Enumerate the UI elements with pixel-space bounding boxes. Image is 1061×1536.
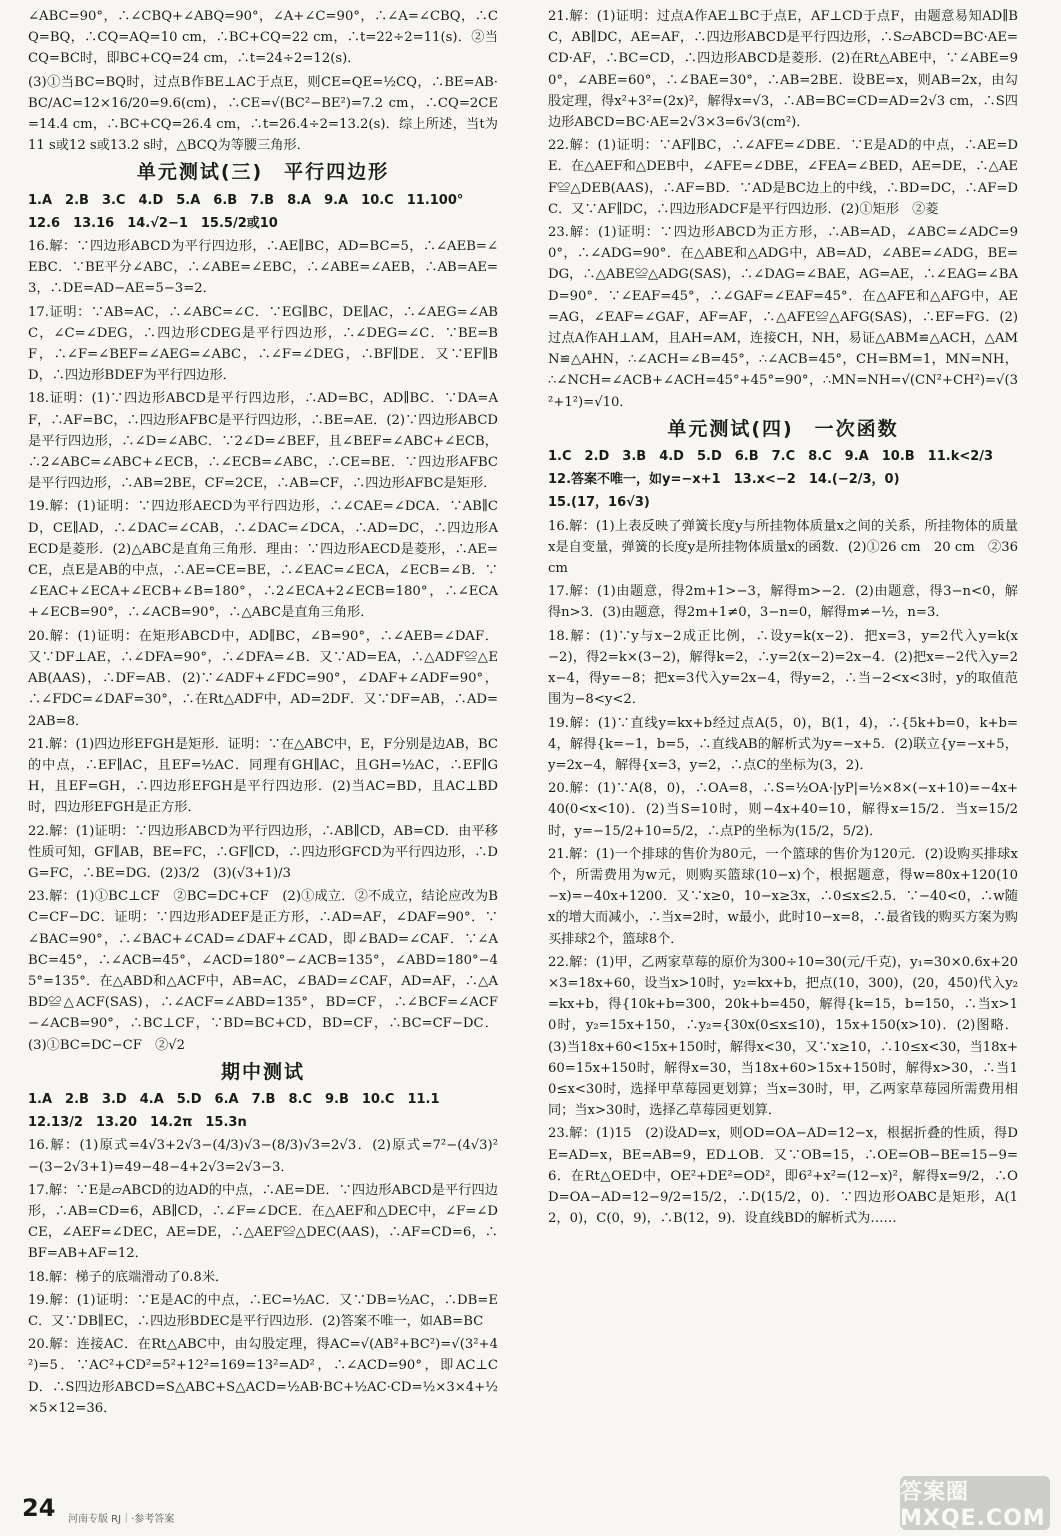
choice-answers: 12.答案不唯一，如y=−x+1 13.x<−2 14.(−2/3，0) (548, 472, 900, 488)
answer-paragraph: 23.解：(1)①BC⊥CF ②BC=DC+CF (2)①成立．②不成立，结论应改为BC=CF−DC．证明：∵四边形ADEF是正方形，∴AD=AF，∠DAF=90°．∵∠BAC=90°，∴∠BAC+∠CAD=∠DAF+∠CAD，即∠BAD=∠CAF．∵∠ABC=45°，∴∠ACB=45°，∠ACD=180°−∠ACB=135°，∠ABD=180°−45°=135°．在△ABD和△ACF中，AB=AC，∠BAD=∠CAF，AD=AF，∴△ABD≌△ACF(SAS)，∴∠ACF=∠ABD=135°，BD=CF，∴∠BCF=∠ACF−∠ACB=90°，∴BC⊥CF，∵BD=BC+CD，BD=CF，∴BC=CF−DC．(3)①BC=DC−CF ②√2 (28, 889, 498, 1053)
section-heading: 期中测试 (220, 1060, 305, 1083)
answer-paragraph: 22.解：(1)证明：∵四边形ABCD为平行四边形，∴AB∥CD，AB=CD．由平移性质可知，GF∥AB，BE=FC，∴GF∥CD，∴四边形GFCD为平行四边形，∴DG=FC，∴BE=DG．(2)3/2 (3)(√3+1)/3 (28, 823, 498, 881)
choice-answers: 1.A 2.B 3.C 4.D 5.A 6.B 7.B 8.A 9.A 10.C 11.100° (28, 192, 464, 208)
section-heading: 单元测试(三) 平行四边形 (136, 161, 390, 184)
answer-paragraph: 21.解：(1)四边形EFGH是矩形．证明：∵在△ABC中，E，F分别是边AB，BC的中点，∴EF∥AC，且EF=½AC．同理有GH∥AC，且GH=½AC，∴EF∥GH，且EF=GH，∴四边形EFGH是平行四边形．(2)当AC=BD，且AC⊥BD时，四边形EFGH是正方形． (28, 736, 498, 816)
choice-answers: 12.13/2 13.20 14.2π 15.3n (28, 1115, 247, 1131)
answer-paragraph: 20.解：连接AC．在Rt△ABC中，由勾股定理，得AC=√(AB²+BC²)=√(3²+4²)=5．∵AC²+CD²=5²+12²=169=13²=AD²，∴∠ACD=90°，即AC⊥CD．∴S四边形ABCD=S△ABC+S△ACD=½AB·BC+½AC·CD=½×3×4+½×5×12=36． (28, 1337, 498, 1416)
answer-paragraph: 22.解：(1)甲，乙两家草莓的原价为300÷10=30(元/千克)，y₁=30×0.6x+20×3=18x+60，设当x>10时，y₂=kx+b，把点(10，300)，(20，450)代入y₂=kx+b，得{10k+b=300，20k+b=450，解得{k=15，b=150，∴当x>10时，y₂=15x+150，∴y₂={30x(0≤x≤10)，15x+150(x>10)．(2)图略．(3)当18x+60<15x+150时，解得x<30，又∵x≥10，∴10≤x<30，当18x+60=15x+150时，解得x=30，当18x+60>15x+150时，解得x>30，∴当10≤x<30时，选择甲草莓园更划算；当x=30时，甲，乙两家草莓园所需费用相同；当x>30时，选择乙草莓园更划算． (548, 954, 1018, 1119)
page-number: 24 (22, 1494, 56, 1522)
answer-paragraph: 16.解：(1)上表反映了弹簧长度y与所挂物体质量x之间的关系，所挂物体的质量x是自变量，弹簧的长度y是所挂物体质量x的函数．(2)①26 cm 20 cm ②36 cm (548, 518, 1018, 577)
answer-paragraph: 17.解：∵E是▱ABCD的边AD的中点，∴AE=DE．∵四边形ABCD是平行四边形，∴AB=CD=6，AB∥CD，∴∠F=∠DCE．在△AEF和△DEC中，∠F=∠DCE，∠AEF=∠DEC，AE=DE，∴△AEF≌△DEC(AAS)，∴AF=CD=6，∴BF=AB+AF=12． (28, 1182, 498, 1262)
answer-paragraph: 17.证明：∵AB=AC，∴∠ABC=∠C．∵EG∥BC，DE∥AC，∴∠AEG=∠ABC，∠C=∠DEG，∴四边形CDEG是平行四边形，∴∠DEG=∠C．∵BE=BF，∴∠F=∠BEF=∠AEG=∠ABC，∴∠F=∠DEG，∴BF∥DE．又∵EF∥BD，∴四边形BDEF为平行四边形． (28, 304, 498, 384)
answer-paragraph: 17.解：(1)由题意，得2m+1>−3，解得m>−2．(2)由题意，得3−n<0，解得n>3．(3)由题意，得2m+1≠0，3−n=0，解得m≠−½，n=3． (548, 584, 1018, 621)
answer-paragraph: 21.解：(1)一个排球的售价为80元，一个篮球的售价为120元．(2)设购买排球x个，所需费用为w元，则购买篮球(10−x)个，根据题意，得w=80x+120(10−x)=−40x+1200．又∵x≥0，10−x≥3x，∴0≤x≤2.5．∵−40<0，∴w随x的增大而减小，∴当x=2时，w最小，此时10−x=8，∴最省钱的购买方案为购买排球2个，篮球8个． (548, 846, 1018, 947)
choice-answers: 12.6 13.16 14.√2−1 15.5/2或10 (28, 215, 278, 231)
answer-paragraph: 18.解：梯子的底端滑动了0.8米． (28, 1269, 229, 1285)
answer-paragraph: 19.解：(1)证明：∵E是AC的中点，∴EC=½AC．又∵DB=½AC，∴DB=EC．又∵DB∥EC，∴四边形BDEC是平行四边形．(2)答案不唯一，如AB=BC (28, 1292, 498, 1329)
answer-paragraph: 20.解：(1)证明：在矩形ABCD中，AD∥BC，∠B=90°，∴∠AEB=∠DAF．又∵DF⊥AE，∴∠DFA=90°，∴∠DFA=∠B．又∵AD=EA，∴△ADF≌△EAB(AAS)，∴DF=AB．(2)∵∠ADF+∠FDC=90°，∠DAF+∠ADF=90°，∴∠FDC=∠DAF=30°，∴在Rt△ADF中，AD=2DF．又∵DF=AB，∴AD=2AB=8． (28, 628, 498, 729)
answer-paragraph: ∠ABC=90°，∴∠CBQ+∠ABQ=90°，∠A+∠C=90°，∴∠A=∠CBQ，∴CQ=BQ，∴CQ=AQ=10 cm，∴BC+CQ=22 cm，∴t=22÷2=11(s)．②当CQ=BC时，即BC+CQ=24 cm，∴t=24÷2=12(s)． (28, 9, 498, 67)
answer-paragraph: 16.解：(1)原式=4√3+2√3−(4/3)√3−(8/3)√3=2√3．(2)原式=7²−(4√3)²−(3−2√3+1)=49−48−4+2√3=2√3−3． (28, 1138, 498, 1175)
watermark-logo: 答案圈 MXQE.COM (900, 1476, 1050, 1530)
choice-answers: 15.(17，16√3) (548, 495, 650, 511)
answer-paragraph: 23.解：(1)15 (2)设AD=x，则OD=OA−AD=12−x，根据折叠的性质，得DE=AD=x，BE=AB=9，ED⊥OB．又∵OB=15，∴OE=OB−BE=15−9=6．在Rt△OED中，OE²+DE²=OD²，即6²+x²=(12−x)²，解得x=9/2，∴OD=OA−AD=12−9/2=15/2，∴D(15/2，0)．∵四边形OABC是矩形，A(12，0)，C(0，9)，∴B(12，9)．设直线BD的解析式为…… (548, 1126, 1018, 1227)
answer-paragraph: 20.解：(1)∵A(8，0)，∴OA=8，∴S=½OA·|yP|=½×8×(−x+10)=−4x+40(0<x<10)．(2)当S=10时，则−4x+40=10，解得x=15/2．当x=15/2时，y=−15/2+10=5/2，∴点P的坐标为(15/2，5/2)． (548, 781, 1018, 839)
answer-paragraph: (3)①当BC=BQ时，过点B作BE⊥AC于点E，则CE=QE=½CQ，∴BE=AB·BC/AC=12×16/20=9.6(cm)，∴CE=√(BC²−BE²)=7.2 cm，∴CQ=2CE=14.4 cm，∴BC+CQ=26.4 cm，∴t=26.4÷2=13.2(s)．综上所述，当t为11 s或12 s或13.2 s时，△BCQ为等腰三角形． (28, 74, 498, 154)
right-column (548, 6, 1018, 1231)
footer-book-text: 河南专版 RJ｜·参考答案 (68, 1514, 175, 1525)
answer-paragraph: 19.解：(1)证明：∵四边形AECD为平行四边形，∴∠CAE=∠DCA．∵AB∥CD，CE∥AD，∴∠DAC=∠CAB，∴∠DAC=∠DCA，∴AD=DC，∴四边形AECD是菱形．(2)△ABC是直角三角形．理由：∵四边形AECD是菱形，∴AE=CE，点E是AB的中点，∴AE=CE=BE，∴∠EAC=∠ECA，∠ECB=∠B．∵∠EAC+∠ECA+∠ECB+∠B=180°，∴2∠ECA+2∠ECB=180°，∴∠ECA+∠ECB=90°，∴∠ACB=90°，∴△ABC是直角三角形． (28, 499, 498, 621)
answer-paragraph: 18.证明：(1)∵四边形ABCD是平行四边形，∴AD=BC，AD∥BC．∵DA=AF，∴AF=BC，∴四边形AFBC是平行四边形，∴BE=AE．(2)∵四边形ABCD是平行四边形，∴∠D=∠ABC．∵2∠D=∠BEF，且∠BEF=∠ABC+∠ECB，∴2∠ABC=∠ABC+∠ECB，∴∠ECB=∠ABC，∴CE=BE．∵四边形AFBC是平行四边形，∴AB=2BE，CF=2CE，∴AB=CF，∴四边形AFBC是矩形． (28, 391, 498, 492)
left-column (28, 6, 498, 1421)
choice-answers: 1.A 2.B 3.D 4.A 5.D 6.A 7.B 8.C 9.B 10.C 11.1 (28, 1091, 440, 1107)
answer-paragraph: 16.解：∵四边形ABCD为平行四边形，∴AE∥BC，AD=BC=5，∴∠AEB=∠EBC．∵BE平分∠ABC，∴∠ABE=∠EBC，∴∠ABE=∠AEB，∴AB=AE=3，∴DE=AD−AE=5−3=2． (28, 239, 498, 297)
choice-answers: 1.C 2.D 3.B 4.D 5.D 6.B 7.C 8.C 9.A 10.B 11.k<2/3 (548, 449, 994, 465)
answer-paragraph: 22.解：(1)证明：∵AF∥BC，∴∠AFE=∠DBE．∵E是AD的中点，∴AE=DE．在△AEF和△DEB中，∠AFE=∠DBE，∠FEA=∠BED，AE=DE，∴△AEF≌△DEB(AAS)，∴AF=BD．∵AD是BC边上的中线，∴BD=DC，∴AF=DC．又∵AF∥DC，∴四边形ADCF是平行四边形．(2)①矩形 ②菱 (548, 138, 1018, 217)
answer-paragraph: 23.解：(1)证明：∵四边形ABCD为正方形，∴AB=AD，∠ABC=∠ADC=90°，∴∠ADG=90°．在△ABE和△ADG中，AB=AD，∠ABE=∠ADG，BE=DG，∴△ABE≌△ADG(SAS)，∴∠DAG=∠BAE，AG=AE，∴∠EAG=∠BAD=90°．∵∠EAF=45°，∴∠GAF=∠EAF=45°．在△AFE和△AFG中，AE=AG，∠EAF=∠GAF，AF=AF，∴△AFE≌△AFG(SAS)，∴EF=FG．(2)过点A作AH⊥AM，且AH=AM，连接CH，NH，易证△ABM≌△ACH，△AMN≌△AHN，∴∠ACH=∠B=45°，∴∠ACB=45°，CH=BM=1，MN=NH，∴∠NCH=∠ACB+∠ACH=45°+45°=90°，∴MN=NH=√(CN²+CH²)=√(3²+1²)=√10． (548, 225, 1018, 410)
section-heading: 单元测试(四) 一次函数 (667, 417, 899, 440)
answer-paragraph: 18.解：(1)∵y与x−2成正比例，∴设y=k(x−2)．把x=3，y=2代入y=k(x−2)，得2=k×(3−2)，解得k=2，∴y=2(x−2)=2x−4．(2)把x=−2代入y=2x−4，得y=−8；把x=3代入y=2x−4，得y=2，∴当−2<x<3时，y的取值范围为−8<y<2． (548, 628, 1018, 708)
answer-paragraph: 19.解：(1)∵直线y=kx+b经过点A(5，0)，B(1，4)，∴{5k+b=0，k+b=4，解得{k=−1，b=5，∴直线AB的解析式为y=−x+5．(2)联立{y=−x+5，y=2x−4，解得{x=3，y=2，∴点C的坐标为(3，2)． (548, 715, 1018, 773)
answer-paragraph: 21.解：(1)证明：过点A作AE⊥BC于点E，AF⊥CD于点F，由题意易知AD∥BC，AB∥DC，AE=AF，∴四边形ABCD是平行四边形，∴S▱ABCD=BC·AE=CD·AF，∴BC=CD，∴四边形ABCD是菱形．(2)在Rt△ABE中，∵∠ABE=90°，∠ABE=60°，∴∠BAE=30°，∴AB=2BE．设BE=x，则AB=2x，由勾股定理，得x²+3²=(2x)²，解得x=√3，∴AB=BC=CD=AD=2√3 cm，∴S四边形ABCD=BC·AE=2√3×3=6√3(cm²)． (548, 9, 1018, 131)
